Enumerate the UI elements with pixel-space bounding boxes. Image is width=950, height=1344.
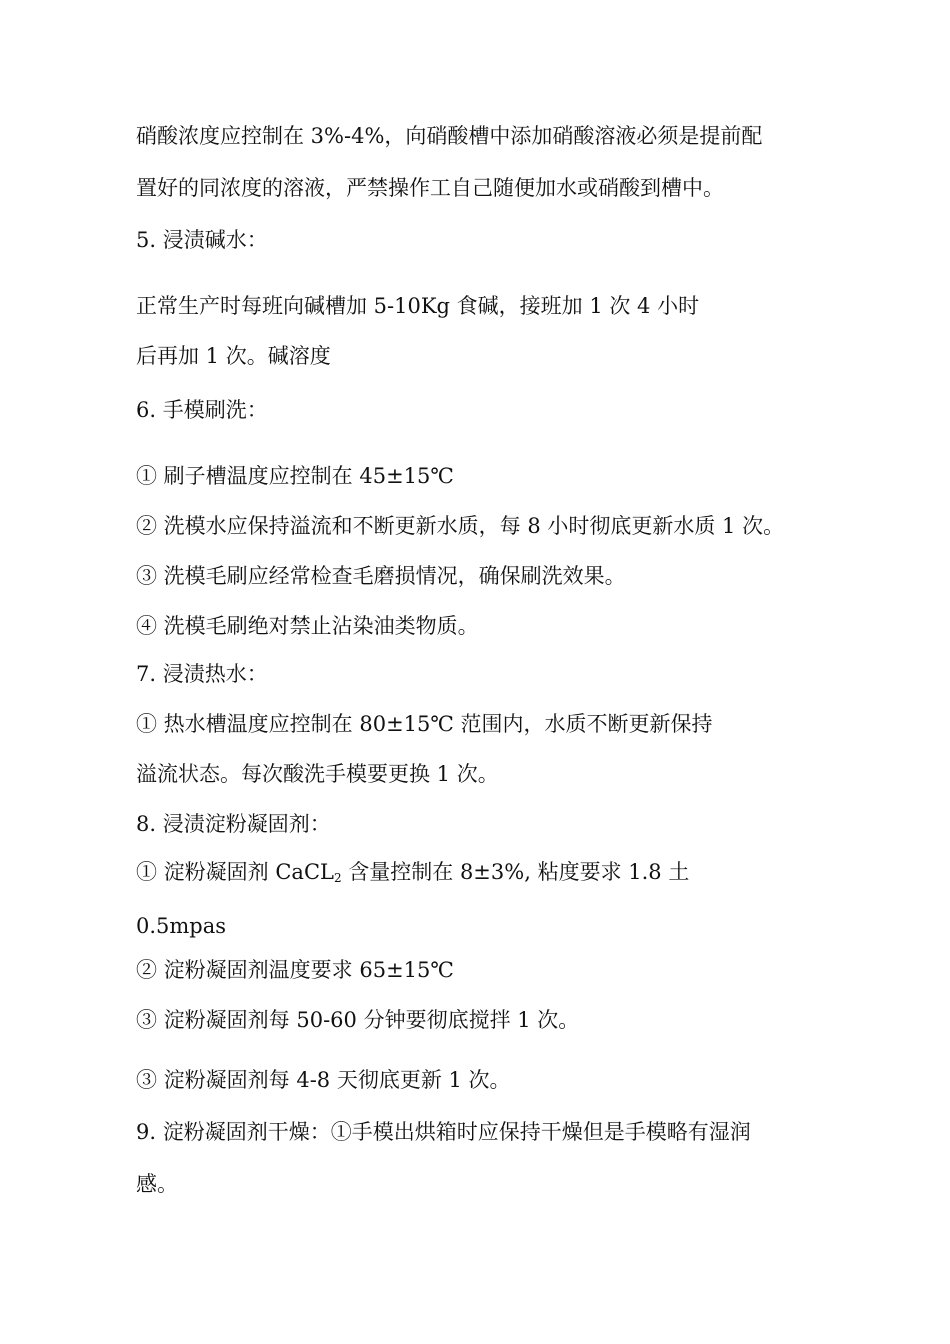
paragraph-line: 0.5mpas	[136, 914, 227, 938]
paragraph-line: 正常生产时每班向碱槽加 5-10Kg 食碱，接班加 1 次 4 小时	[136, 294, 700, 318]
section-heading: 8. 浸渍淀粉凝固剂：	[136, 812, 331, 836]
paragraph-line: 硝酸浓度应控制在 3%-4%，向硝酸槽中添加硝酸溶液必须是提前配	[136, 124, 763, 148]
paragraph-line: 后再加 1 次。碱溶度	[136, 344, 331, 368]
list-item-text: 含量控制在 8±3%, 粘度要求 1.8 土	[341, 860, 690, 884]
list-item: ④ 洗模毛刷绝对禁止沾染油类物质。	[136, 614, 479, 638]
section-heading: 6. 手模刷洗：	[136, 398, 268, 422]
list-item: ② 洗模水应保持溢流和不断更新水质，每 8 小时彻底更新水质 1 次。	[136, 514, 785, 538]
list-item: ③ 淀粉凝固剂每 50-60 分钟要彻底搅拌 1 次。	[136, 1008, 580, 1032]
paragraph-line: 置好的同浓度的溶液，严禁操作工自己随便加水或硝酸到槽中。	[136, 176, 724, 200]
list-item: ③ 洗模毛刷应经常检查毛磨损情况，确保刷洗效果。	[136, 564, 626, 588]
section-heading: 9. 淀粉凝固剂干燥：①手模出烘箱时应保持干燥但是手模略有湿润	[136, 1120, 751, 1144]
paragraph-line: 感。	[136, 1172, 178, 1196]
list-item: ③ 淀粉凝固剂每 4-8 天彻底更新 1 次。	[136, 1068, 511, 1092]
list-item: ② 淀粉凝固剂温度要求 65±15℃	[136, 958, 454, 982]
section-heading: 7. 浸渍热水：	[136, 662, 268, 686]
list-item: ① 刷子槽温度应控制在 45±15℃	[136, 464, 454, 488]
paragraph-line: 溢流状态。每次酸洗手模要更换 1 次。	[136, 762, 499, 786]
list-item-text: ① 淀粉凝固剂 CaCL	[136, 860, 334, 884]
list-item: ① 热水槽温度应控制在 80±15℃ 范围内，水质不断更新保持	[136, 712, 713, 736]
section-heading: 5. 浸渍碱水：	[136, 228, 268, 252]
subscript: 2	[333, 871, 342, 885]
list-item	[136, 858, 689, 892]
